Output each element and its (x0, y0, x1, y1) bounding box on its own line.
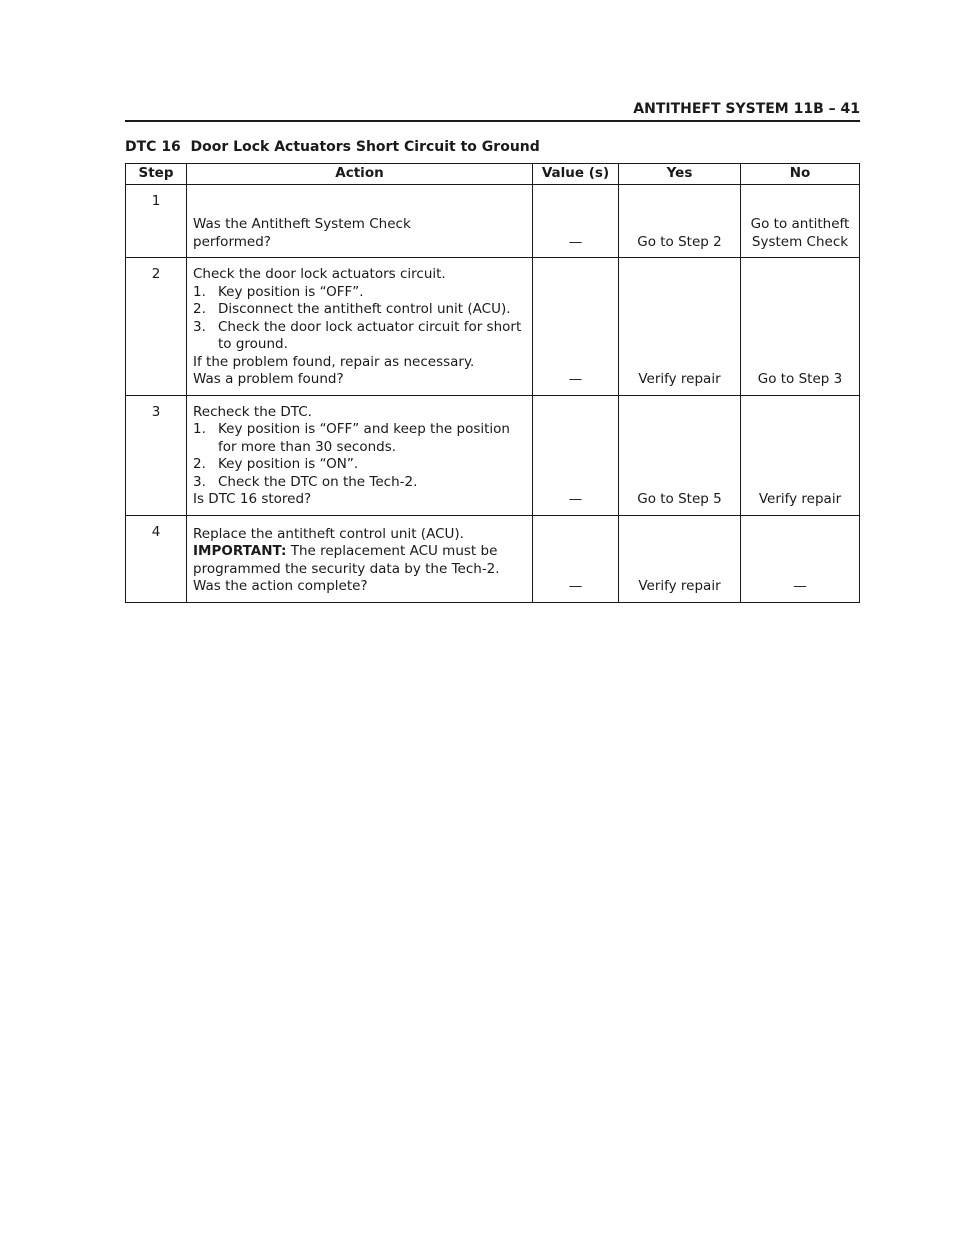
action-line: programmed the security data by the Tech-2. (193, 560, 500, 577)
step-number: 4 (126, 515, 187, 602)
no-line: System Check (751, 233, 849, 250)
step-number: 3 (126, 395, 187, 515)
action-list-item (193, 301, 526, 319)
action-list-item (193, 421, 526, 456)
important-label: IMPORTANT: (193, 543, 287, 559)
list-number: 2. (193, 456, 206, 472)
page-header: ANTITHEFT SYSTEM 11B – 41 (633, 101, 860, 117)
list-number: 1. (193, 421, 206, 437)
action-list-item (193, 319, 526, 354)
action-line: If the problem found, repair as necessary. (193, 353, 475, 370)
list-number: 1. (193, 283, 206, 300)
column-header-step: Step (126, 164, 187, 185)
step-number: 1 (126, 185, 187, 258)
important-text: The replacement ACU must be (286, 543, 498, 559)
step-number: 2 (126, 258, 187, 396)
no-line: Go to antitheft (750, 216, 850, 232)
action-line: Was the Antitheft System Check (193, 216, 411, 232)
list-number: 2. (193, 301, 206, 317)
table-row (126, 258, 860, 396)
action-cell (187, 185, 533, 258)
column-header-action: Action (187, 164, 533, 185)
dtc-table (125, 163, 860, 603)
value-cell: — (533, 185, 619, 258)
no-cell: Go to Step 3 (741, 258, 860, 396)
action-list-item (193, 456, 526, 474)
value-cell: — (533, 515, 619, 602)
important-note (193, 543, 526, 561)
list-text: Key position is “ON”. (218, 456, 359, 472)
table-row (126, 395, 860, 515)
action-line: Replace the antitheft control unit (ACU). (193, 525, 464, 542)
list-number: 3. (193, 473, 206, 490)
action-list-item (193, 284, 526, 302)
no-cell: — (741, 515, 860, 602)
action-line: performed? (193, 233, 271, 250)
list-text: Check the door lock actuator circuit for short to ground. (218, 318, 522, 352)
list-text: Check the DTC on the Tech-2. (218, 473, 418, 490)
column-header-yes: Yes (619, 164, 741, 185)
table-row (126, 515, 860, 602)
column-header-no: No (741, 164, 860, 185)
section-title: DTC 16 Door Lock Actuators Short Circuit to Ground (125, 139, 540, 155)
value-cell: — (533, 258, 619, 396)
list-text: Disconnect the antitheft control unit (ACU). (218, 301, 511, 317)
list-text: Key position is “OFF” and keep the position for more than 30 seconds. (218, 421, 510, 455)
value-cell: — (533, 395, 619, 515)
action-line: Recheck the DTC. (193, 403, 312, 420)
action-cell (187, 258, 533, 396)
action-cell (187, 395, 533, 515)
action-question: Was a problem found? (193, 371, 344, 387)
action-question: Was the action complete? (193, 578, 368, 594)
action-list-item (193, 474, 526, 492)
action-question: Is DTC 16 stored? (193, 491, 312, 507)
list-text: Key position is “OFF”. (218, 283, 364, 300)
no-cell (741, 185, 860, 258)
yes-cell: Go to Step 2 (619, 185, 741, 258)
no-cell: Verify repair (741, 395, 860, 515)
action-cell (187, 515, 533, 602)
table-header-row (126, 164, 860, 185)
table-row (126, 185, 860, 258)
header-rule (125, 120, 860, 122)
column-header-value: Value (s) (533, 164, 619, 185)
action-line: Check the door lock actuators circuit. (193, 266, 446, 282)
yes-cell: Verify repair (619, 515, 741, 602)
yes-cell: Verify repair (619, 258, 741, 396)
list-number: 3. (193, 318, 206, 335)
yes-cell: Go to Step 5 (619, 395, 741, 515)
